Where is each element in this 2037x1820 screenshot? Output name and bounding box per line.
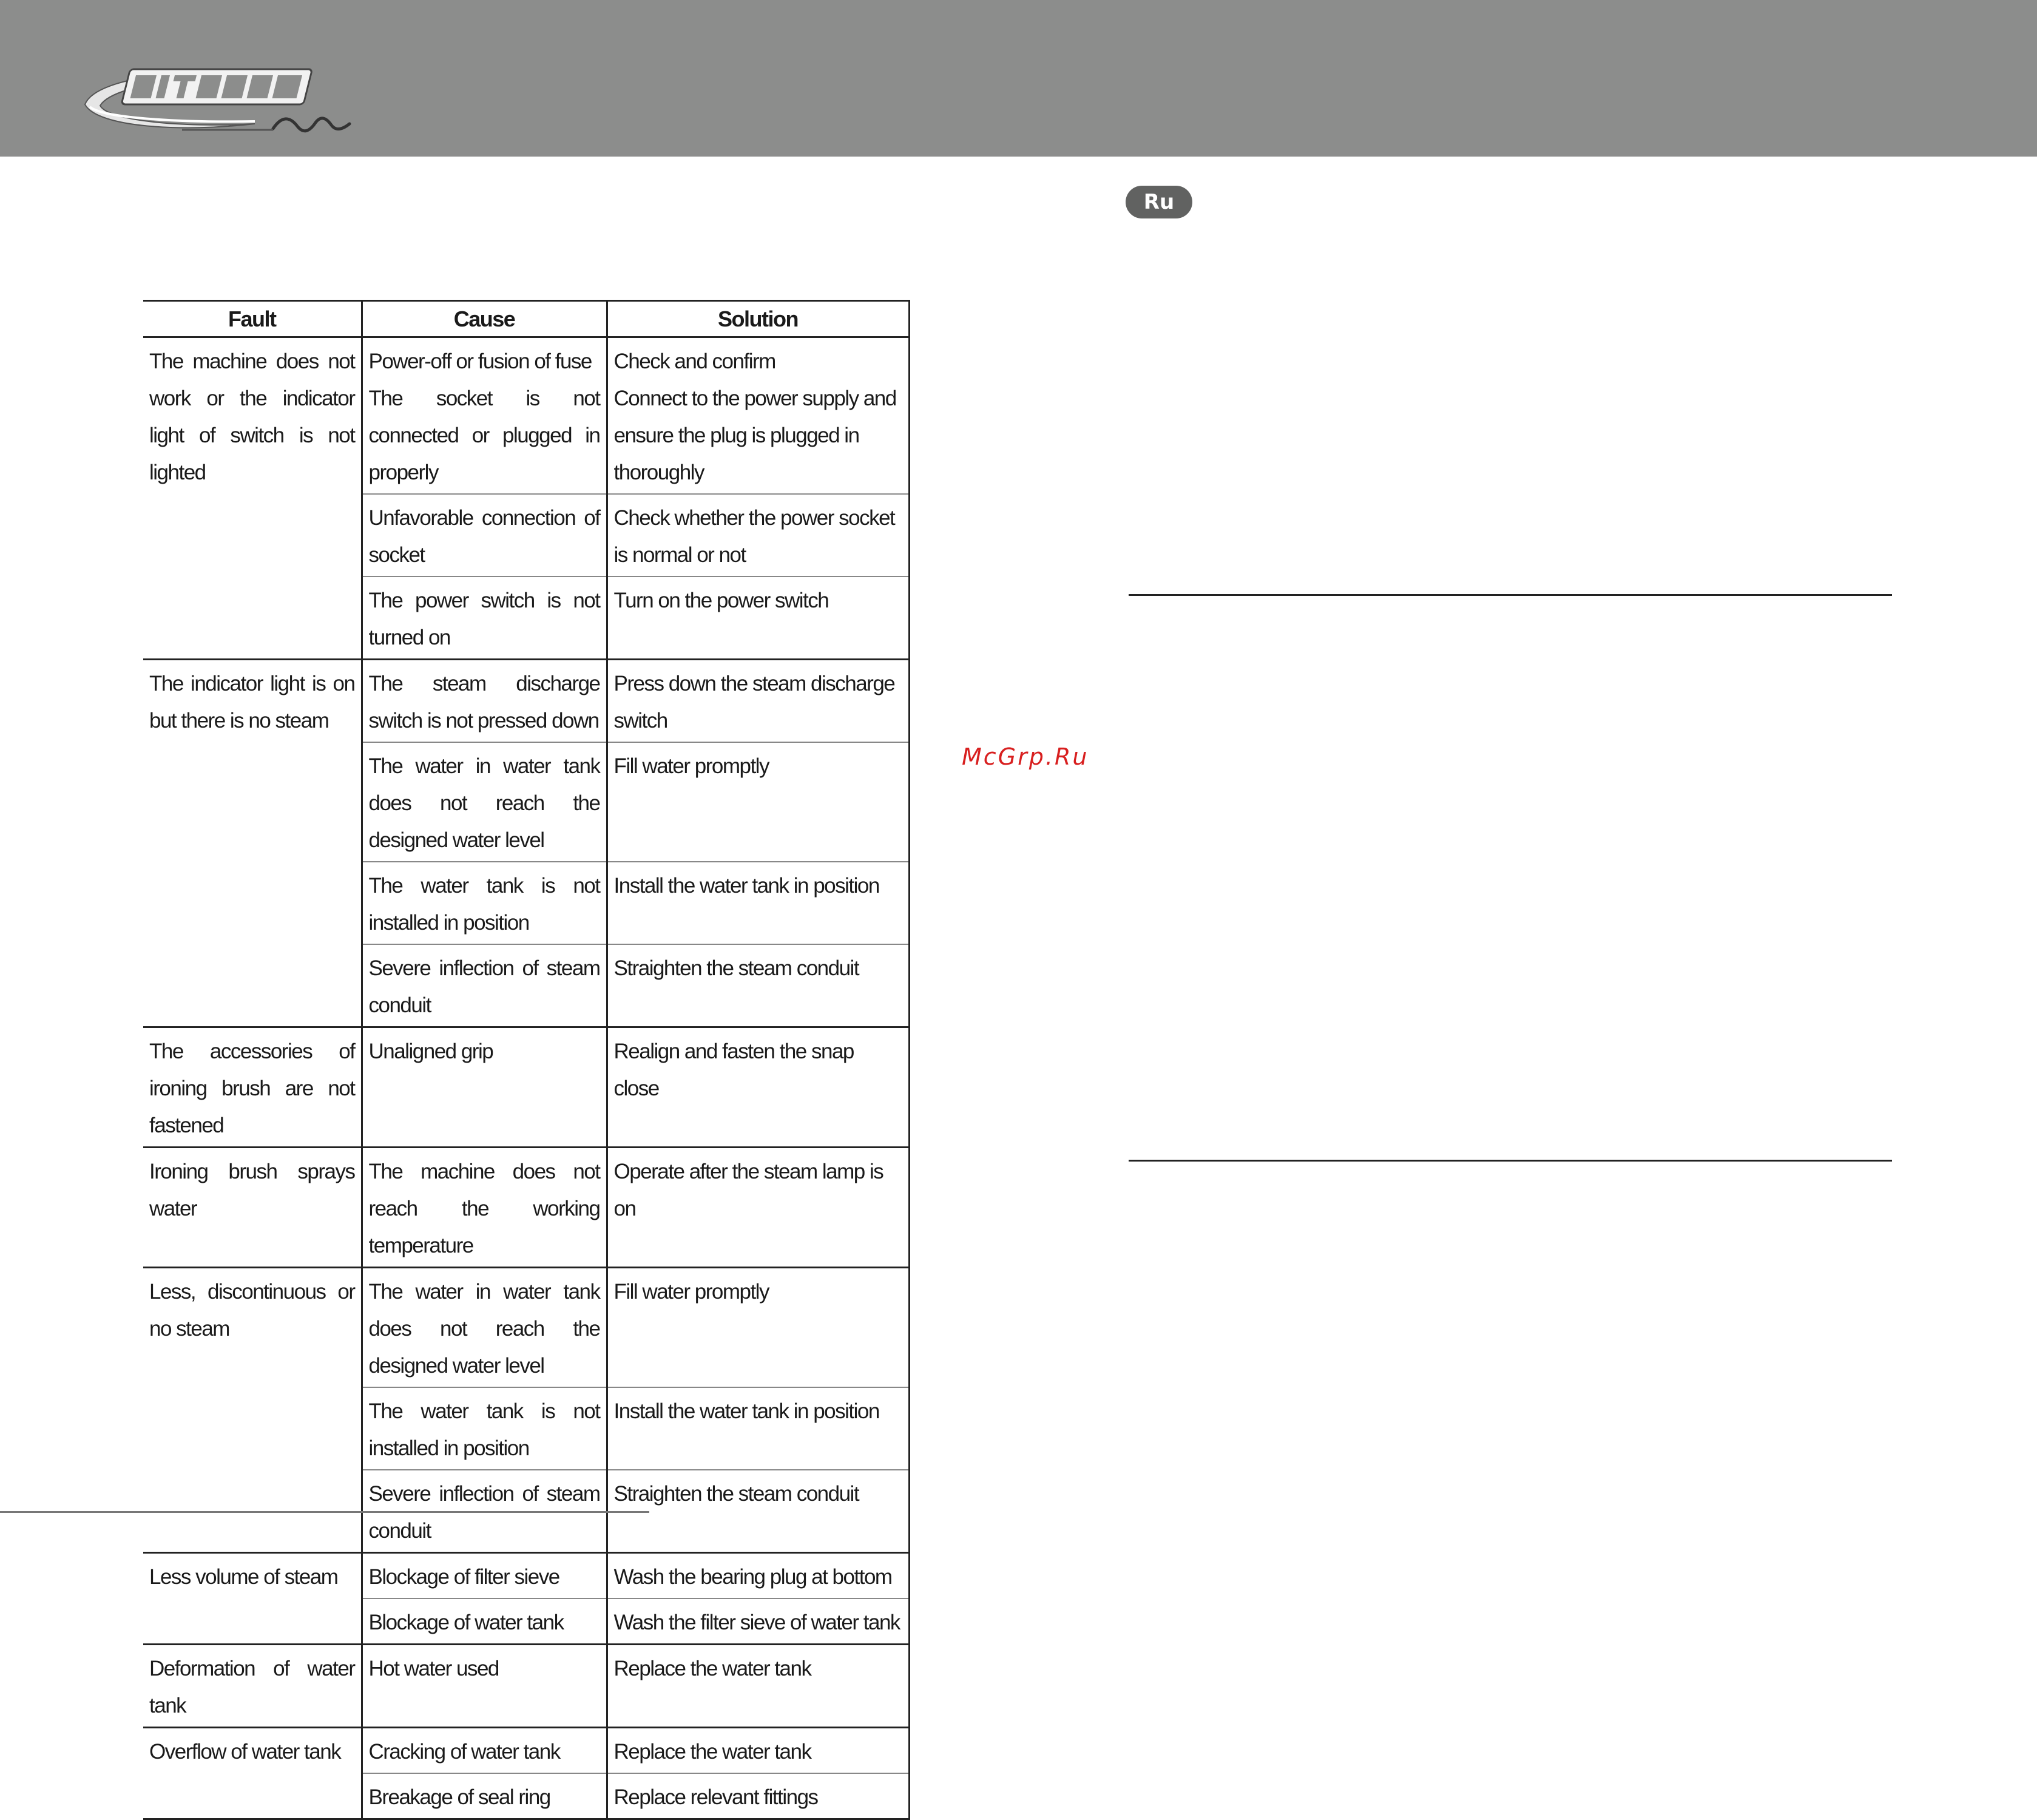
table-header-row — [143, 301, 909, 337]
cause-cell: Unfavorable connection of socket — [362, 494, 607, 577]
fault-cell: Less volume of steam — [143, 1553, 362, 1645]
table-row — [143, 1645, 909, 1728]
cause-cell: The steam discharge switch is not pressed down — [362, 660, 607, 743]
solution-cell: Replace the water tank — [607, 1728, 909, 1774]
section-divider-2 — [1129, 1160, 1892, 1162]
solution-cell: Operate after the steam lamp is on — [607, 1148, 909, 1268]
solution-cell: Turn on the power switch — [607, 577, 909, 660]
fault-cell: Overflow of water tank — [143, 1728, 362, 1819]
header-cause: Cause — [362, 301, 607, 337]
solution-cell: Fill water promptly — [607, 1268, 909, 1388]
table-row — [143, 1148, 909, 1268]
fault-cell: Deformation of water tank — [143, 1645, 362, 1728]
cause-cell: Severe inflection of steam conduit — [362, 1470, 607, 1553]
fault-cell: The machine does not work or the indicator light of switch is not lighted — [143, 337, 362, 660]
cause-cell: Power-off or fusion of fuse The socket is not connected or plugged in properly — [362, 337, 607, 495]
cause-cell: Cracking of water tank — [362, 1728, 607, 1774]
watermark-text: McGrp.Ru — [962, 743, 1089, 770]
solution-cell: Install the water tank in position — [607, 862, 909, 944]
solution-cell: Replace the water tank — [607, 1645, 909, 1728]
cause-cell: Unaligned grip — [362, 1027, 607, 1148]
solution-cell: Wash the bearing plug at bottom — [607, 1553, 909, 1599]
solution-cell: Wash the filter sieve of water tank — [607, 1598, 909, 1645]
table-row — [143, 1553, 909, 1599]
cause-cell: Breakage of seal ring — [362, 1773, 607, 1819]
table-row — [143, 660, 909, 743]
cause-cell: The power switch is not turned on — [362, 577, 607, 660]
solution-cell: Press down the steam discharge switch — [607, 660, 909, 743]
header-solution: Solution — [607, 301, 909, 337]
language-badge: Ru — [1126, 186, 1192, 218]
header-fault: Fault — [143, 301, 362, 337]
fault-cell: Less, discontinuous or no steam — [143, 1268, 362, 1553]
cause-cell: The water in water tank does not reach the designed water level — [362, 1268, 607, 1388]
troubleshooting-table — [143, 300, 910, 1820]
fault-cell: Ironing brush sprays water — [143, 1148, 362, 1268]
cause-cell: The water tank is not installed in position — [362, 1387, 607, 1470]
fault-cell: The indicator light is on but there is no steam — [143, 660, 362, 1027]
solution-cell: Check and confirm Connect to the power supply and ensure the plug is plugged in thoroughly — [607, 337, 909, 495]
cause-cell: The water in water tank does not reach the designed water level — [362, 742, 607, 862]
fault-cell: The accessories of ironing brush are not fastened — [143, 1027, 362, 1148]
solution-cell: Realign and fasten the snap close — [607, 1027, 909, 1148]
solution-cell: Install the water tank in position — [607, 1387, 909, 1470]
page-bottom-line — [0, 1511, 649, 1513]
vitesse-logo — [73, 56, 370, 147]
cause-cell: Hot water used — [362, 1645, 607, 1728]
section-divider-1 — [1129, 594, 1892, 596]
cause-cell: Severe inflection of steam conduit — [362, 944, 607, 1027]
cause-cell: The machine does not reach the working temperature — [362, 1148, 607, 1268]
cause-cell: Blockage of water tank — [362, 1598, 607, 1645]
solution-cell: Fill water promptly — [607, 742, 909, 862]
solution-cell: Straighten the steam conduit — [607, 1470, 909, 1553]
table-row — [143, 1728, 909, 1774]
cause-cell: The water tank is not installed in position — [362, 862, 607, 944]
solution-cell: Check whether the power socket is normal or not — [607, 494, 909, 577]
solution-cell: Replace relevant fittings — [607, 1773, 909, 1819]
vitesse-logo-graphic — [73, 56, 370, 147]
solution-cell: Straighten the steam conduit — [607, 944, 909, 1027]
table-row — [143, 1027, 909, 1148]
cause-cell: Blockage of filter sieve — [362, 1553, 607, 1599]
table-row — [143, 337, 909, 495]
table-row — [143, 1268, 909, 1388]
